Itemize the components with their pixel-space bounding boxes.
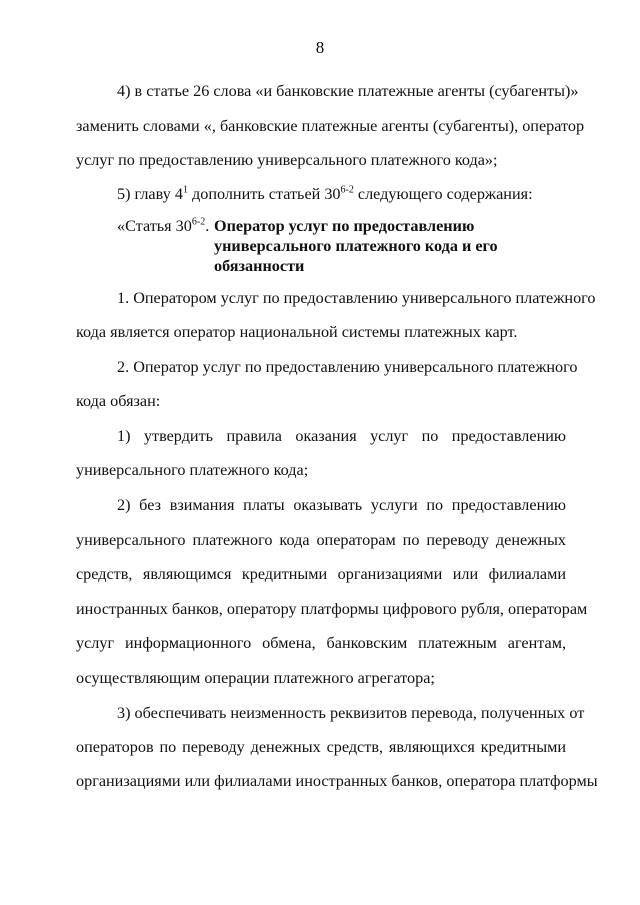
article-label-sup: 6-2 <box>191 216 206 228</box>
item5-sup1: 1 <box>182 184 188 196</box>
sub2-line3: средств, являющимся кредитными организациями или филиалами <box>76 565 566 583</box>
sub2-line1: 2) без взимания платы оказывать услуги по предоставлению <box>117 496 566 514</box>
sub2-line6: осуществляющим операции платежного агрегатора; <box>76 669 435 687</box>
sub3-line2: операторов по переводу денежных средств, являющихся кредитными <box>76 738 566 756</box>
article-label <box>117 216 209 236</box>
item5-mid: дополнить статьей 30 <box>187 185 341 203</box>
item5-sup2: 6-2 <box>340 184 354 196</box>
para2-line1: 2. Оператор услуг по предоставлению универсального платежного <box>117 358 578 376</box>
sub2-line2: универсального платежного кода операторам по переводу денежных <box>76 531 566 549</box>
para2-line2: кода обязан: <box>76 392 161 410</box>
article-label-post: . <box>205 217 210 235</box>
sub1-line2: универсального платежного кода; <box>76 461 309 479</box>
sub2-line4: иностранных банков, оператору платформы цифрового рубля, операторам <box>76 600 588 618</box>
para1-line1: 1. Оператором услуг по предоставлению универсального платежного <box>117 289 596 307</box>
sub3-line3: организациями или филиалами иностранных банков, оператора платформы <box>76 772 598 790</box>
item5-pre: 5) главу 4 <box>117 185 183 203</box>
sub3-line1: 3) обеспечивать неизменность реквизитов перевода, полученных от <box>117 704 585 722</box>
article-label-pre: «Статья 30 <box>117 217 192 235</box>
item4-line2: заменить словами «, банковские платежные агенты (субагенты), оператор <box>76 117 585 135</box>
sub1-line1: 1) утвердить правила оказания услуг по предоставлению <box>117 427 566 445</box>
para1-line2: кода является оператор национальной системы платежных карт. <box>76 323 518 341</box>
item4-line1: 4) в статье 26 слова «и банковские платежные агенты (субагенты)» <box>117 82 579 100</box>
sub2-line5: услуг информационного обмена, банковским платежным агентам, <box>76 634 566 652</box>
item5-line <box>117 184 566 204</box>
article-title: Оператор услуг по предоставлению универсального платежного кода и его обязанности <box>214 217 498 275</box>
item4-line3: услуг по предоставлению универсального платежного кода»; <box>76 151 498 169</box>
page-number: 8 <box>315 38 325 57</box>
item5-post: следующего содержания: <box>353 185 533 203</box>
